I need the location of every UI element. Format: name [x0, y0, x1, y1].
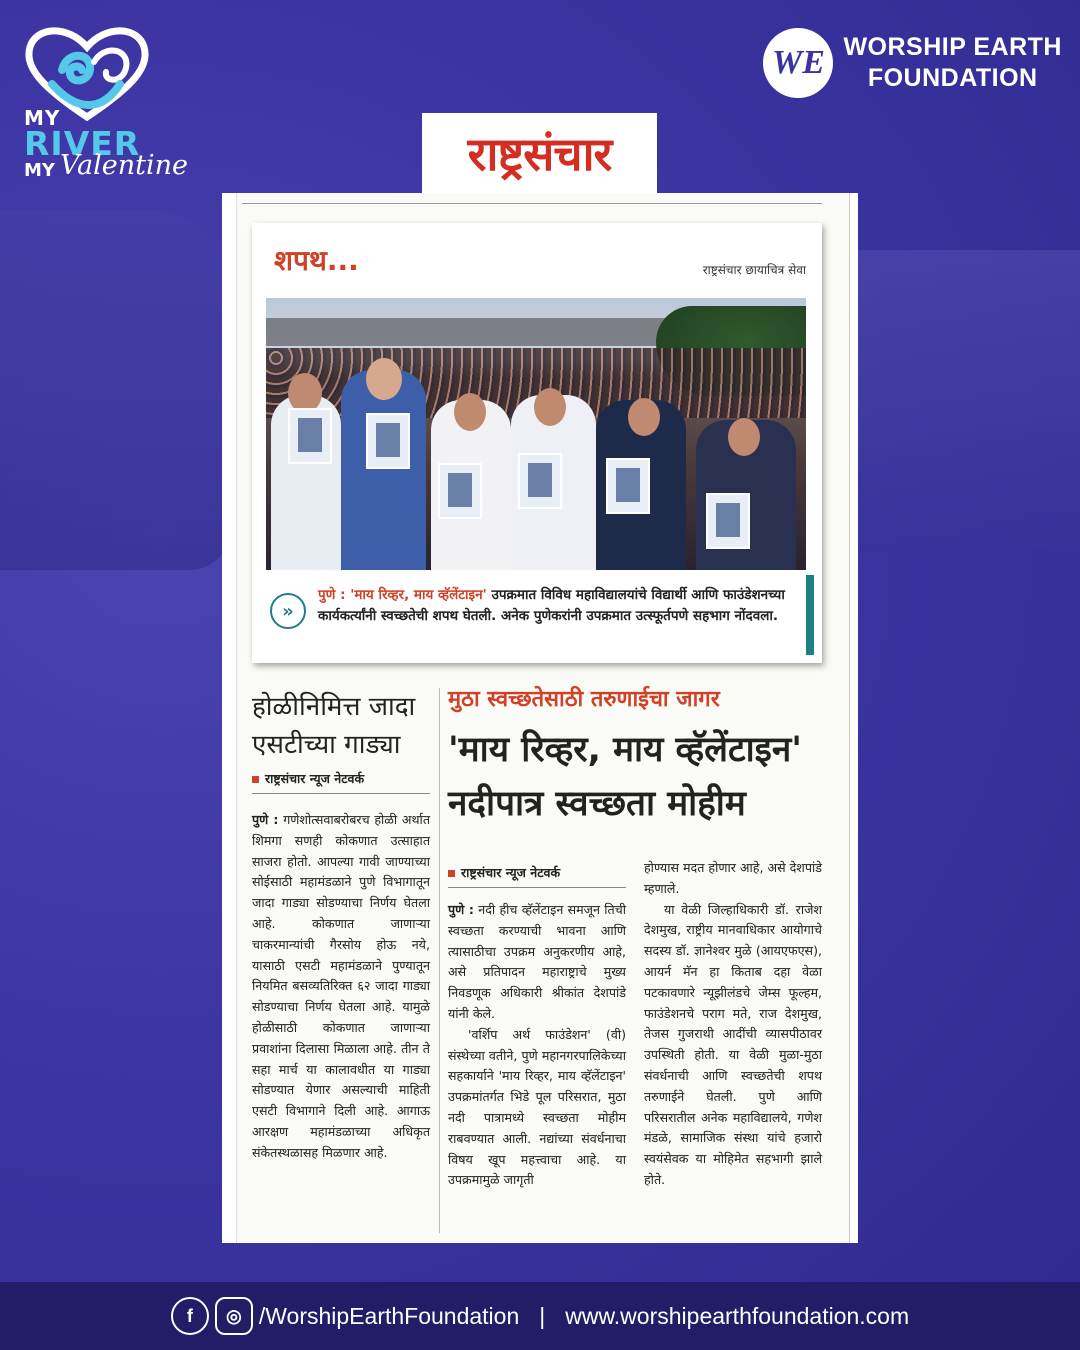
- instagram-icon[interactable]: ◎: [215, 1297, 253, 1335]
- main-article-header: [448, 683, 823, 831]
- caption-lead: पुणे : 'माय रिव्हर, माय व्हॅलेंटाइन': [318, 587, 487, 603]
- left-body-text: गणेशोत्सवाबरोबरच होळी अर्थात शिमगा सणही कोकणात उत्साहात साजरा होतो. आपल्या गावी जाण्याच्या सोईसाठी महामंडळाने पुणे विभागातून जादा गाड्या सोडण्याचा निर्णय घेतला आहे. कोकणात जाणाऱ्या चाकरमान्यांची गैरसोय होऊ नये, यासाठी एसटी महामंडळाने पुण्यातून नियमित बसव्यतिरिक्त ६२ जादा गाड्या सोडण्याचा निर्णय घेतला आहे. यामुळे होळीसाठी कोकणात जाणाऱ्या प्रवाशांना दिलासा मिळाला आहे. तीन ते सहा मार्च या कालावधीत या गाड्या सोडण्यात येणार असल्याची माहिती एसटी विभागाने दिली आहे. आगाऊ आरक्षण महामंडळाच्या अधिकृत संकेतस्थळासह मिळणार आहे.: [252, 812, 430, 1160]
- foundation-name-line1: WORSHIP EARTH: [843, 33, 1062, 61]
- left-dateline: पुणे :: [252, 812, 279, 827]
- main-dateline: पुणे :: [448, 902, 474, 917]
- photo-feature-box: [252, 223, 822, 663]
- photo-poster: [706, 493, 750, 549]
- left-headline-line1: होळीनिमित्त जादा: [252, 692, 416, 722]
- background-riverbank-left: [0, 210, 230, 570]
- event-photo: [266, 298, 806, 570]
- main-col1-para1: नदी हीच व्हॅलेंटाइन समजून तिची स्वच्छता करण्याची भावना आणि त्यासाठीचा उपक्रम अनुकरणीय आहे, असे प्रतिपादन महाराष्ट्राचे मुख्य निवडणूक अधिकारी श्रीकांत देशपांडे यांनी केले.: [448, 902, 626, 1021]
- caption-text: [318, 585, 798, 627]
- photo-poster: [606, 458, 650, 514]
- photo-person-head: [728, 418, 760, 456]
- worship-earth-foundation-logo: [763, 28, 1062, 98]
- square-bullet-icon: [448, 870, 455, 877]
- website-link[interactable]: www.worshipearthfoundation.com: [565, 1302, 910, 1329]
- my-river-my-valentine-logo: [22, 22, 188, 192]
- left-headline-line2: एसटीच्या गाड्या: [252, 730, 401, 760]
- photo-poster: [518, 453, 562, 509]
- photo-credit: राष्ट्रसंचार छायाचित्र सेवा: [702, 263, 806, 277]
- main-column-2: [644, 858, 822, 1191]
- logo-text-river: RIVER: [24, 124, 141, 163]
- photo-bridge: [266, 318, 686, 346]
- clipping-right-edge: [849, 193, 858, 1243]
- newspaper-masthead: [422, 113, 657, 193]
- left-article: [252, 688, 430, 1164]
- photo-person-head: [628, 398, 660, 436]
- photo-poster: [438, 463, 482, 519]
- photo-header: शपथ...: [274, 244, 359, 277]
- main-article-body: [448, 858, 823, 1191]
- logo-text-my-2: MY: [24, 160, 55, 181]
- left-byline-text: राष्ट्रसंचार न्यूज नेटवर्क: [265, 771, 365, 786]
- footer-bar: [0, 1282, 1080, 1350]
- photo-person: [341, 370, 426, 570]
- logo-text-my: MY: [24, 106, 61, 130]
- foundation-name-line2: FOUNDATION: [867, 64, 1038, 92]
- logo-text-valentine: Valentine: [60, 150, 188, 181]
- main-col2-para1: होण्यास मदत होणार आहे, असे देशपांडे म्हणाले.: [644, 860, 822, 896]
- clipping-top-rule: [242, 203, 822, 204]
- photo-person-head: [534, 388, 566, 426]
- facebook-icon[interactable]: f: [171, 1297, 209, 1335]
- main-column-1: [448, 858, 626, 1191]
- photo-person-head: [366, 358, 402, 400]
- double-chevron-right-icon: »: [270, 593, 306, 629]
- left-body: [252, 810, 430, 1164]
- main-column-1-text: [448, 900, 626, 1191]
- column-rule: [439, 688, 440, 1233]
- main-kicker: मुठा स्वच्छतेसाठी तरुणाईचा जागर: [448, 687, 720, 712]
- foundation-name: [843, 32, 1062, 94]
- masthead-title: राष्ट्रसंचार: [467, 127, 612, 181]
- newspaper-clipping: [222, 193, 858, 1243]
- main-headline-line1: 'माय रिव्हर, माय व्हॅलेंटाइन': [448, 730, 803, 770]
- main-column-2-text: [644, 858, 822, 1191]
- main-headline: [448, 723, 823, 831]
- main-col2-para2: या वेळी जिल्हाधिकारी डॉ. राजेश देशमुख, राष्ट्रीय मानवाधिकार आयोगाचे सदस्य डॉ. ज्ञानेश्वर मुळे (आयएफएस), आयर्न मॅन हा किताब दहा वेळा पटकावणारे न्यूझीलंडचे जेम्स फूल्हम, फाउंडेशनचे पराग मते, राज देशमुख, तेजस गुजराथी आदींची व्यासपीठावर उपस्थिती होती. या वेळी मुळा-मुठा संवर्धनाची आणि स्वच्छतेची शपथ तरुणाईने घेतली. पुणे आणि परिसरातील अनेक महाविद्यालये, गणेश मंडळे, सामाजिक संस्था यांचे हजारो स्वयंसेवक या मोहिमेत सहभागी झाले होते.: [644, 901, 822, 1187]
- photo-poster: [288, 408, 332, 464]
- photo-caption: [266, 575, 814, 655]
- main-headline-line2: नदीपात्र स्वच्छता मोहीम: [448, 784, 746, 824]
- caption-rest: उपक्रमात विविध महाविद्यालयांचे विद्यार्थी आणि फाउंडेशनच्या कार्यकर्त्यांनी स्वच्छतेची शपथ घेतली. अनेक पुणेकरांनी उपक्रमात उत्स्फूर्तपणे सहभाग नोंदवला.: [318, 587, 785, 624]
- left-byline: [252, 770, 430, 794]
- main-col1-para2: 'वर्शिप अर्थ फाउंडेशन' (वी) संस्थेच्या वतीने, पुणे महानगरपालिकेच्या सहकार्याने 'माय रिव्हर, माय व्हॅलेंटाइन' उपक्रमांतर्गत भिडे पूल परिसरात, मुठा नदी पात्रामध्ये स्वच्छता मोहीम राबवण्यात आली. नद्यांच्या संवर्धनाचा विषय खूप महत्त्वाचा आहे. या उपक्रमामुळे जागृती: [448, 1026, 626, 1188]
- square-bullet-icon: [252, 776, 259, 783]
- photo-person-head: [288, 373, 322, 413]
- footer-separator: |: [539, 1302, 546, 1329]
- photo-poster: [366, 413, 410, 469]
- background-riverbank-right: [850, 250, 1080, 550]
- photo-person-head: [454, 393, 486, 431]
- clipping-left-edge: [222, 193, 237, 1243]
- we-monogram-icon: WE: [763, 28, 833, 98]
- social-handle[interactable]: /WorshipEarthFoundation: [258, 1302, 520, 1329]
- main-byline-text: राष्ट्रसंचार न्यूज नेटवर्क: [461, 865, 561, 880]
- main-byline: [448, 864, 626, 888]
